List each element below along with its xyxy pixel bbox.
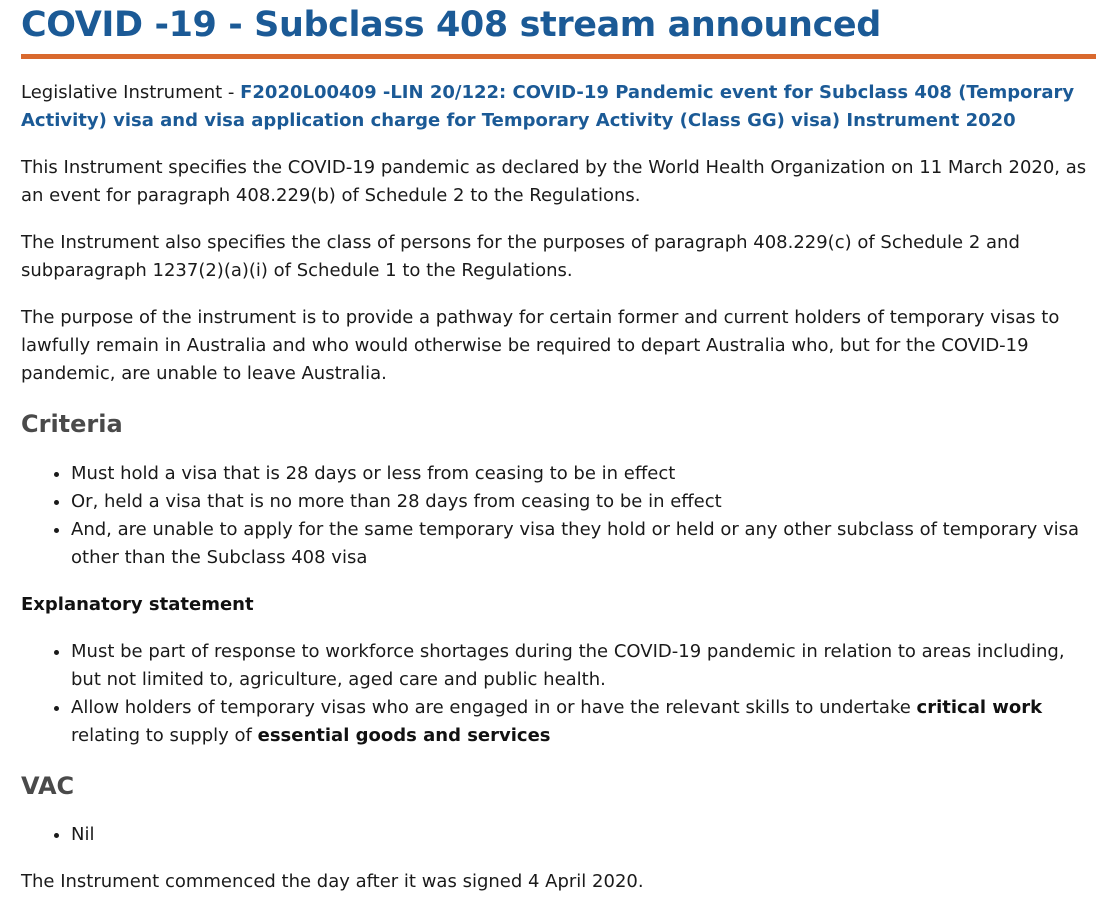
explanatory-heading: Explanatory statement (21, 594, 254, 615)
essential-goods-emphasis: essential goods and services (257, 725, 551, 746)
instrument-line (21, 79, 1096, 135)
article (21, 0, 1096, 896)
list-item: • Must hold a visa that is 28 days or less from ceasing to be in effect (71, 460, 1096, 488)
list-item: • Nil (71, 821, 1096, 849)
paragraph-purpose: The purpose of the instrument is to provide a pathway for certain former and current holders of temporary visas to lawfully remain in Australia and who would otherwise be required to depart Australia who, but for the COVID-19 pandemic, are unable to leave Australia. (21, 307, 1060, 384)
explanatory-text-1: Allow holders of temporary visas who are engaged in or have the relevant skills to undertake (71, 697, 917, 718)
list-item (71, 694, 1096, 750)
criteria-heading: Criteria (21, 410, 123, 438)
paragraph-commencement: The Instrument commenced the day after it was signed 4 April 2020. (21, 871, 644, 892)
vac-heading: VAC (21, 772, 75, 800)
criteria-list (21, 460, 1096, 572)
critical-work-emphasis: critical work (916, 697, 1043, 718)
explanatory-text-2: relating to supply of (71, 725, 258, 746)
explanatory-list (21, 638, 1096, 750)
vac-list (21, 821, 1096, 849)
list-item: • Must be part of response to workforce shortages during the COVID-19 pandemic in relation to areas including, but not limited to, agriculture, aged care and public health. (71, 638, 1096, 694)
page-title: COVID -19 - Subclass 408 stream announced (21, 5, 881, 45)
instrument-link[interactable]: F2020L00409 -LIN 20/122: COVID-19 Pandemic event for Subclass 408 (Temporary Activity) visa and visa application charge for Temporary Activity (Class GG) visa) Instrument 2020 (21, 82, 1075, 131)
paragraph-declaration: This Instrument specifies the COVID-19 pandemic as declared by the World Health Organization on 11 March 2020, as an event for paragraph 408.229(b) of Schedule 2 to the Regulations. (21, 157, 1087, 206)
title-divider (21, 54, 1096, 59)
paragraph-class-of-persons: The Instrument also specifies the class of persons for the purposes of paragraph 408.229(c) of Schedule 2 and subparagraph 1237(2)(a)(i) of Schedule 1 to the Regulations. (21, 232, 1020, 281)
list-item: • And, are unable to apply for the same temporary visa they hold or held or any other subclass of temporary visa other than the Subclass 408 visa (71, 516, 1096, 572)
list-item: • Or, held a visa that is no more than 28 days from ceasing to be in effect (71, 488, 1096, 516)
instrument-prefix: Legislative Instrument - (21, 82, 241, 103)
